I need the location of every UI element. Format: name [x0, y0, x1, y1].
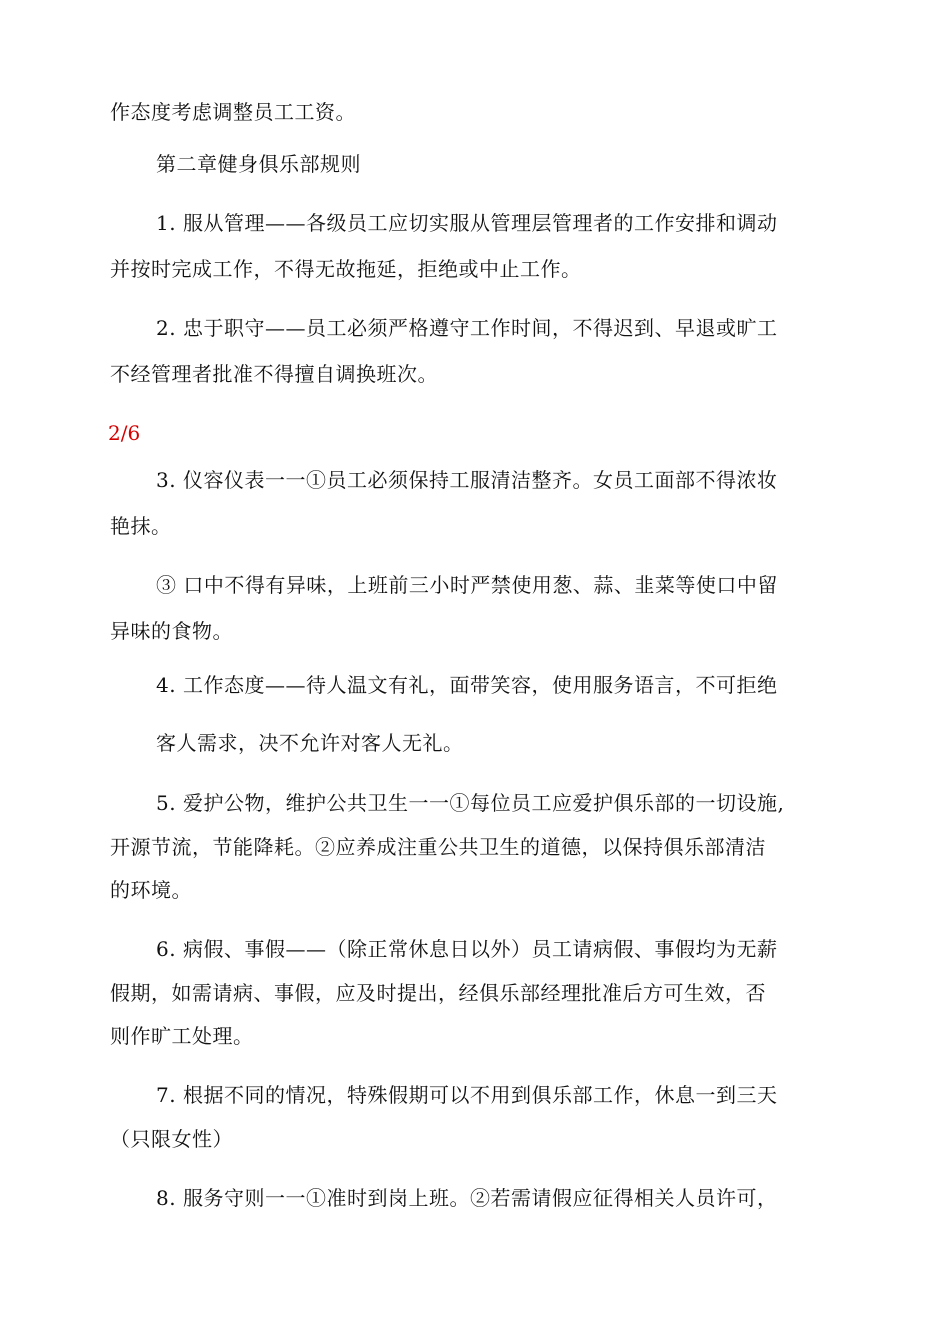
rule-4-line-2: 客人需求，决不允许对客人无礼。	[156, 731, 464, 755]
page-number: 2/6	[108, 421, 141, 445]
rule-1-line-2: 并按时完成工作，不得无故拖延，拒绝或中止工作。	[110, 257, 582, 281]
rule-6-line-2: 假期，如需请病、事假，应及时提出，经俱乐部经理批准后方可生效，否	[110, 981, 766, 1005]
rule-5-line-2: 开源节流，节能降耗。②应养成注重公共卫生的道德，以保持俱乐部清洁	[110, 835, 766, 859]
text-line-continuation: 作态度考虑调整员工工资。	[110, 100, 356, 124]
rule-8-line-1: 8. 服务守则一一①准时到岗上班。②若需请假应征得相关人员许可，	[156, 1186, 778, 1210]
rule-3-sub-line-1: ③ 口中不得有异味，上班前三小时严禁使用葱、蒜、韭菜等使口中留	[156, 573, 778, 597]
rule-1-line-1: 1. 服从管理——各级员工应切实服从管理层管理者的工作安排和调动	[156, 211, 778, 235]
rule-6-line-1: 6. 病假、事假——（除正常休息日以外）员工请病假、事假均为无薪	[156, 937, 778, 961]
rule-7-line-1: 7. 根据不同的情况，特殊假期可以不用到俱乐部工作，休息一到三天	[156, 1083, 778, 1107]
rule-6-line-3: 则作旷工处理。	[110, 1024, 254, 1048]
rule-5-line-1: 5. 爱护公物，维护公共卫生一一①每位员工应爱护俱乐部的一切设施,	[156, 791, 785, 815]
rule-7-line-2: （只限女性）	[110, 1127, 233, 1151]
rule-2-line-1: 2. 忠于职守——员工必须严格遵守工作时间，不得迟到、早退或旷工	[156, 316, 778, 340]
chapter-heading: 第二章健身俱乐部规则	[156, 152, 361, 176]
rule-2-line-2: 不经管理者批准不得擅自调换班次。	[110, 362, 438, 386]
rule-5-line-3: 的环境。	[110, 878, 192, 902]
rule-4-line-1: 4. 工作态度——待人温文有礼，面带笑容，使用服务语言，不可拒绝	[156, 673, 778, 697]
rule-3-line-2: 艳抹。	[110, 514, 172, 538]
rule-3-line-1: 3. 仪容仪表一一①员工必须保持工服清洁整齐。女员工面部不得浓妆	[156, 468, 778, 492]
rule-3-sub-line-2: 异味的食物。	[110, 619, 233, 643]
